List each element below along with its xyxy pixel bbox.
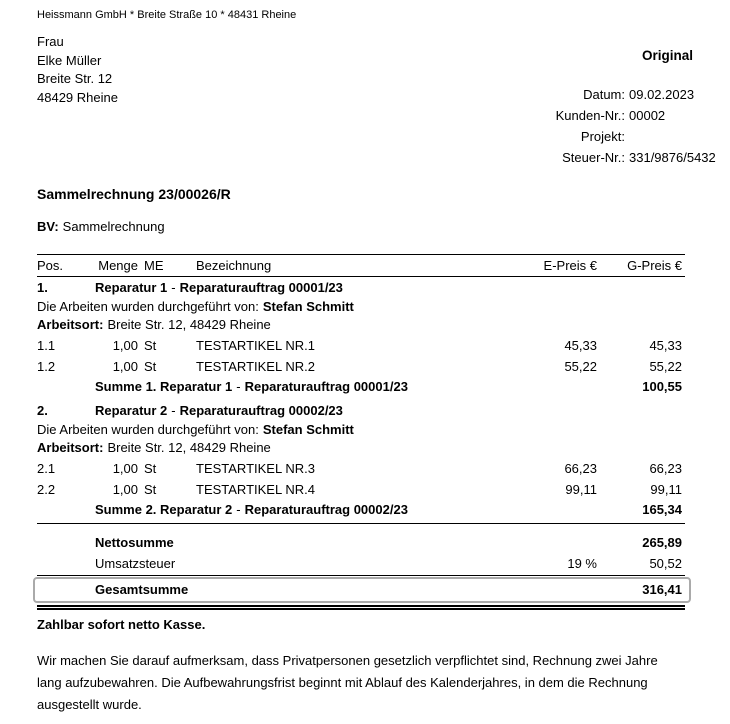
net-sum-row: [37, 535, 685, 555]
section-1-name: Reparatur 1: [95, 280, 168, 295]
item-qty: 1,00: [112, 461, 138, 476]
grand-total-box: [33, 577, 691, 603]
meta-row-customer-number: [430, 105, 730, 126]
date-value: 09.02.2023: [629, 87, 695, 102]
item-desc: TESTARTIKEL NR.1: [196, 338, 315, 353]
section-1-order: Reparaturauftrag 00001/23: [179, 280, 343, 295]
section-2-sum-separator: -: [236, 502, 241, 517]
item-pos: 2.2: [37, 482, 56, 497]
item-qty: 1,00: [112, 338, 138, 353]
table-row: [37, 480, 685, 501]
retention-notice-line: ausgestellt wurde.: [37, 697, 142, 712]
item-unit: St: [144, 359, 157, 374]
section-1-worksite-label: Arbeitsort:: [37, 317, 104, 332]
meta-row-date: [430, 84, 730, 105]
item-gprice: 55,22: [649, 359, 682, 374]
col-header-me: ME: [144, 258, 164, 273]
section-2-worksite-label: Arbeitsort:: [37, 440, 104, 455]
item-qty: 1,00: [112, 482, 138, 497]
section-1-heading-row: [37, 280, 685, 299]
section-2-name: Reparatur 2: [95, 403, 168, 418]
item-desc: TESTARTIKEL NR.3: [196, 461, 315, 476]
recipient-street: Breite Str. 12: [37, 71, 113, 86]
section-2-worksite-line: [37, 440, 685, 459]
item-desc: TESTARTIKEL NR.4: [196, 482, 315, 497]
section-2-sum-value: 165,34: [642, 502, 682, 517]
date-label: Datum:: [583, 87, 625, 102]
tax-number-label: Steuer-Nr.:: [562, 150, 625, 165]
section-1-performed-by: Stefan Schmitt: [262, 299, 354, 314]
item-eprice: 66,23: [564, 461, 597, 476]
section-1-pos: 1.: [37, 280, 48, 295]
bv-line: [37, 219, 165, 234]
section-2-pos: 2.: [37, 403, 48, 418]
item-unit: St: [144, 461, 157, 476]
item-eprice: 99,11: [565, 482, 597, 497]
invoice-title: Sammelrechnung 23/00026/R: [37, 186, 231, 202]
payment-terms: Zahlbar sofort netto Kasse.: [37, 617, 206, 632]
totals-top-rule: [37, 523, 685, 524]
item-eprice: 45,33: [564, 338, 597, 353]
section-2-heading-row: [37, 403, 685, 422]
recipient-city: 48429 Rheine: [37, 89, 118, 105]
bv-value: Sammelrechnung: [62, 219, 165, 234]
invoice-meta-block: [430, 84, 730, 168]
section-1-sum-value: 100,55: [642, 379, 682, 394]
table-row: [37, 459, 685, 480]
section-1-worksite: Breite Str. 12, 48429 Rheine: [107, 317, 271, 332]
item-gprice: 45,33: [649, 338, 682, 353]
grand-total-top-rule: [37, 575, 685, 576]
item-pos: 1.1: [37, 338, 56, 353]
tax-number-value: 331/9876/5432: [629, 150, 716, 165]
section-1-worksite-line: [37, 317, 685, 336]
net-sum-value: 265,89: [642, 535, 682, 550]
section-1-performed-line: [37, 299, 685, 317]
recipient-address: [37, 33, 118, 107]
customer-number-value: 00002: [629, 108, 666, 123]
section-1-sum-name: Summe 1. Reparatur 1: [95, 379, 233, 394]
table-row: [37, 336, 685, 357]
section-2-sum-name: Summe 2. Reparatur 2: [95, 502, 233, 517]
section-1-heading: [95, 280, 685, 295]
grand-total-row: [37, 582, 685, 597]
vat-rate: 19 %: [567, 556, 597, 571]
item-eprice: 55,22: [564, 359, 597, 374]
table-header-rule: [37, 276, 685, 277]
project-label: Projekt:: [580, 129, 625, 144]
item-pos: 1.2: [37, 359, 56, 374]
project-value: [629, 126, 730, 147]
section-1-sum-separator: -: [236, 379, 241, 394]
section-2-sum-label: [95, 502, 597, 517]
section-1-performed-label: Die Arbeiten wurden durchgeführt von:: [37, 299, 259, 314]
grand-total-value: 316,41: [642, 582, 682, 597]
bv-label: BV:: [37, 219, 59, 234]
section-2-performed-label: Die Arbeiten wurden durchgeführt von:: [37, 422, 259, 437]
recipient-salutation: Frau: [37, 34, 64, 49]
section-1-sum-label: [95, 379, 597, 394]
table-bottom-double-rule: [37, 605, 685, 610]
item-gprice: 99,11: [650, 482, 682, 497]
table-header-row: [37, 255, 685, 276]
section-1-sum-order: Reparaturauftrag 00001/23: [244, 379, 408, 394]
retention-notice-line: Wir machen Sie darauf aufmerksam, dass Privatpersonen gesetzlich verpflichtet sind, Rechnung zwei Jahre: [37, 653, 658, 668]
col-header-menge: Menge: [98, 258, 138, 273]
vat-row: [37, 555, 685, 575]
col-header-epreis: E-Preis €: [543, 258, 597, 273]
item-qty: 1,00: [112, 359, 138, 374]
item-desc: TESTARTIKEL NR.2: [196, 359, 315, 374]
vat-value: 50,52: [649, 556, 682, 571]
section-2-separator: -: [171, 403, 176, 418]
recipient-name: Elke Müller: [37, 52, 102, 68]
section-2-order: Reparaturauftrag 00002/23: [179, 403, 343, 418]
meta-row-tax-number: [430, 147, 730, 168]
section-2-sum-order: Reparaturauftrag 00002/23: [244, 502, 408, 517]
positions-table: [37, 254, 685, 610]
vat-label: Umsatzsteuer: [95, 556, 176, 571]
grand-total-label: Gesamtsumme: [95, 582, 189, 597]
item-gprice: 66,23: [649, 461, 682, 476]
col-header-bezeichnung: Bezeichnung: [196, 258, 272, 273]
net-sum-label: Nettosumme: [95, 535, 174, 550]
meta-row-project: [430, 126, 730, 147]
section-2-sum-row: [37, 501, 685, 523]
sender-line: Heissmann GmbH * Breite Straße 10 * 48431 Rheine: [37, 9, 297, 21]
retention-notice: [37, 650, 697, 716]
customer-number-label: Kunden-Nr.:: [555, 108, 625, 123]
retention-notice-line: lang aufzubewahren. Die Aufbewahrungsfrist beginnt mit Ablauf des Kalenderjahres, in dem die Rechnung: [37, 675, 648, 690]
item-unit: St: [144, 482, 157, 497]
table-row: [37, 357, 685, 378]
document-type-label: Original: [641, 48, 693, 63]
section-2-heading: [95, 403, 685, 418]
item-unit: St: [144, 338, 157, 353]
col-header-gpreis: G-Preis €: [627, 258, 682, 273]
section-2-worksite: Breite Str. 12, 48429 Rheine: [107, 440, 271, 455]
section-1-separator: -: [171, 280, 176, 295]
col-header-pos: Pos.: [37, 258, 64, 273]
section-2-performed-by: Stefan Schmitt: [262, 422, 354, 437]
item-pos: 2.1: [37, 461, 56, 476]
section-1-sum-row: [37, 378, 685, 400]
section-2-performed-line: [37, 422, 685, 440]
